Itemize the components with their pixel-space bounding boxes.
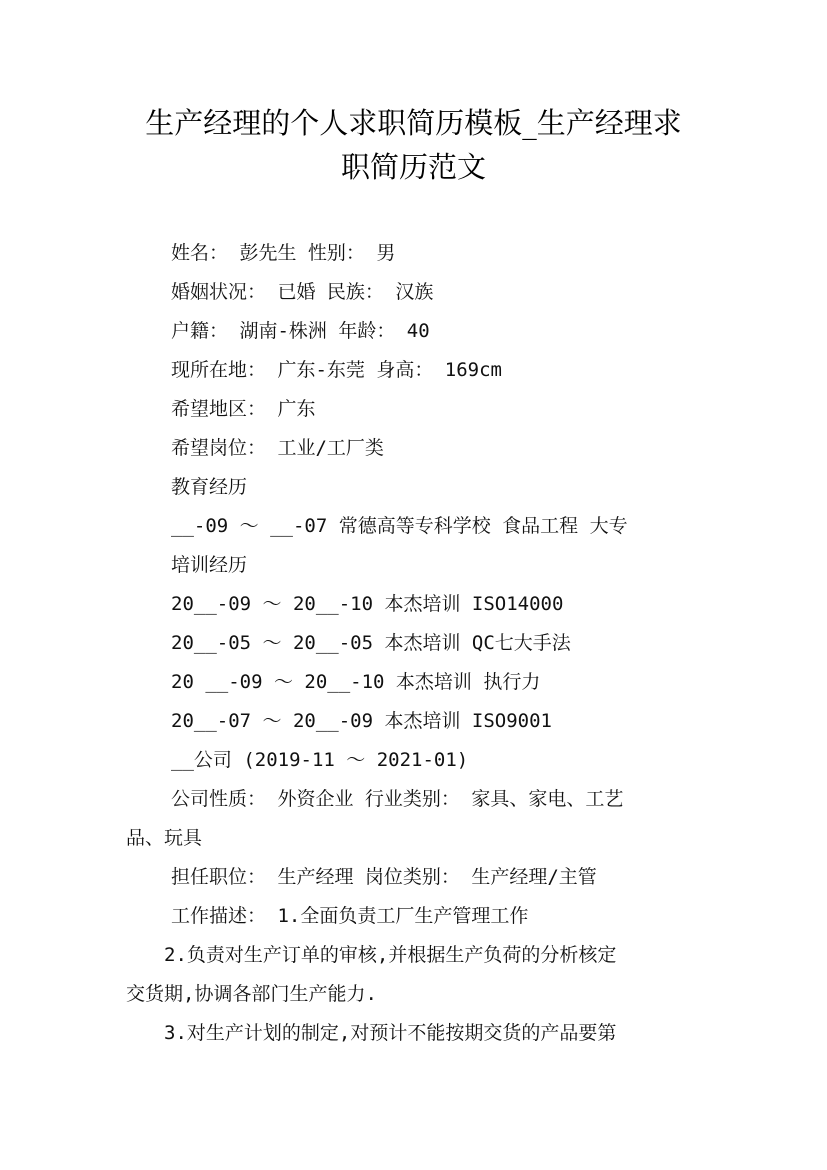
hometown-age-line: 户籍： 湖南-株洲 年龄： 40 xyxy=(171,320,430,342)
location-height-line: 现所在地： 广东-东莞 身高： 169cm xyxy=(171,359,502,381)
company-nature-line-cont: 品、玩具 xyxy=(126,827,203,849)
company-nature-line: 公司性质： 外资企业 行业类别： 家具、家电、工艺 xyxy=(171,788,624,810)
training-entry-2: 20__-05 ～ 20__-05 本杰培训 QC七大手法 xyxy=(171,632,571,654)
name-gender-line: 姓名： 彭先生 性别： 男 xyxy=(171,242,396,264)
desired-region-line: 希望地区： 广东 xyxy=(171,398,316,420)
job-duty-2-line-cont: 交货期,协调各部门生产能力. xyxy=(126,983,377,1005)
training-heading: 培训经历 xyxy=(171,554,248,576)
marital-ethnicity-line: 婚姻状况： 已婚 民族： 汉族 xyxy=(171,281,434,303)
education-heading: 教育经历 xyxy=(171,476,248,498)
education-entry: __-09 ～ __-07 常德高等专科学校 食品工程 大专 xyxy=(171,515,628,537)
company-line: __公司 (2019-11 ～ 2021-01) xyxy=(171,749,469,771)
desired-position-line: 希望岗位： 工业/工厂类 xyxy=(171,437,384,459)
job-duty-2-line: 2.负责对生产订单的审核,并根据生产负荷的分析核定 xyxy=(164,944,617,966)
document-title-line-1: 生产经理的个人求职简历模板_生产经理求 xyxy=(145,106,682,140)
training-entry-3: 20 __-09 ～ 20__-10 本杰培训 执行力 xyxy=(171,671,541,693)
job-description-line: 工作描述： 1.全面负责工厂生产管理工作 xyxy=(171,905,529,927)
position-line: 担任职位： 生产经理 岗位类别： 生产经理/主管 xyxy=(171,866,597,888)
training-entry-1: 20__-09 ～ 20__-10 本杰培训 ISO14000 xyxy=(171,593,564,615)
document-title-line-2: 职简历范文 xyxy=(340,150,486,184)
job-duty-3-line: 3.对生产计划的制定,对预计不能按期交货的产品要第 xyxy=(164,1022,617,1044)
training-entry-4: 20__-07 ～ 20__-09 本杰培训 ISO9001 xyxy=(171,710,552,732)
